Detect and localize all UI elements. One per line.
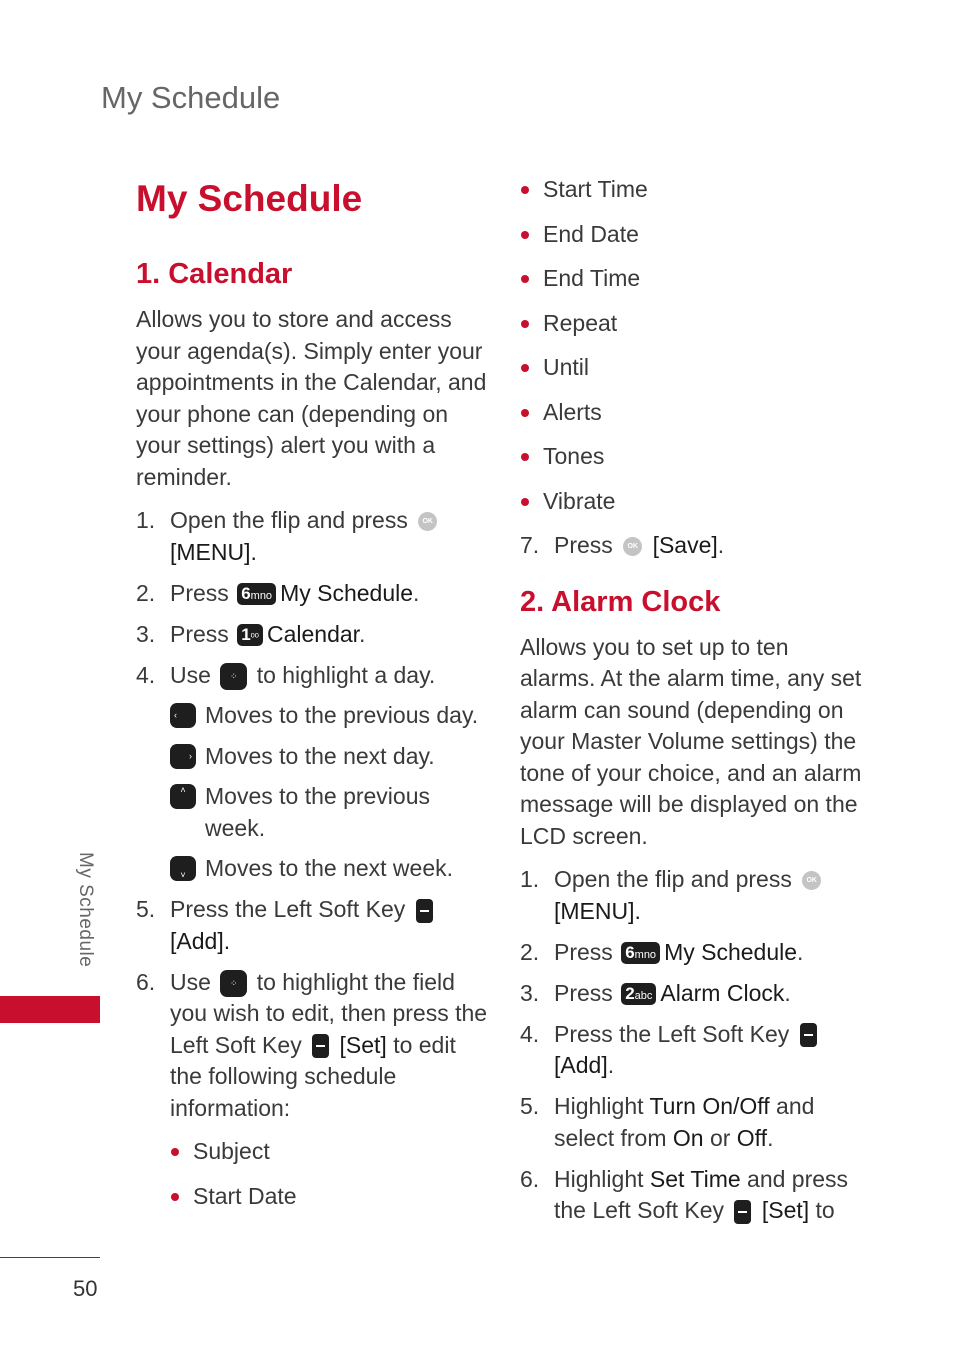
calendar-step-4: 4. Use ⁘ to highlight a day. ‹ Moves to the previous day. › Moves to the next day. ˄ Moves to the previous week. ˅ Moves to the next week. — [136, 660, 491, 885]
calendar-step-6: 6. Use ⁘ to highlight the field you wish to edit, then press the Left Soft Key [Set] to edit the following schedule information: Subject Start Date — [136, 967, 491, 1213]
ok-key-icon: OK — [418, 512, 437, 531]
calendar-intro: Allows you to store and access your agenda(s). Simply enter your appointments in the Calendar, and your phone can (depending on your settings) alert you with a reminder. — [136, 306, 487, 490]
calendar-heading: 1. Calendar — [136, 258, 293, 290]
page-title: My Schedule — [136, 178, 363, 219]
alarm-step-6: 6. Highlight Set Time and press the Left Soft Key [Set] to — [520, 1165, 849, 1223]
nav-move-down: ˅ Moves to the next week. — [170, 853, 491, 885]
left-soft-key-icon — [312, 1034, 329, 1058]
list-item: End Date — [520, 219, 870, 251]
list-item: Tones — [520, 441, 870, 473]
left-soft-key-icon — [416, 899, 433, 923]
list-item: End Time — [520, 263, 870, 295]
left-soft-key-icon — [734, 1200, 751, 1224]
alarm-step-5: 5. Highlight Turn On/Off and select from On or Off. — [520, 1093, 815, 1151]
nav-move-left: ‹ Moves to the previous day. — [170, 700, 491, 732]
right-column — [520, 174, 870, 1236]
side-tab-marker — [0, 996, 100, 1023]
list-item: Alerts — [520, 397, 870, 429]
side-tab-label: My Schedule — [75, 852, 96, 968]
navigation-key-icon: ⁘ — [220, 663, 247, 690]
down-nav-icon: ˅ — [170, 856, 196, 881]
footer-rule — [0, 1257, 100, 1258]
list-item: Start Time — [520, 174, 870, 206]
ok-key-icon: OK — [623, 537, 642, 556]
calendar-steps — [136, 505, 491, 1212]
key-2-icon: 2abc — [621, 983, 656, 1005]
nav-move-up: ˄ Moves to the previous week. — [170, 781, 491, 844]
navigation-key-icon: ⁘ — [220, 970, 247, 997]
page-number: 50 — [73, 1276, 98, 1301]
list-item: Vibrate — [520, 486, 870, 518]
calendar-step-2: 2. Press 6mno My Schedule. — [136, 579, 420, 606]
left-column — [136, 176, 491, 1225]
ok-key-icon: OK — [802, 871, 821, 890]
alarm-clock-intro: Allows you to set up to ten alarms. At the alarm time, any set alarm can sound (depending on your Master Volume settings) the tone of your choice, and an alarm message will be displayed on the LCD screen. — [520, 633, 862, 849]
left-nav-icon: ‹ — [170, 703, 196, 728]
list-item: Subject — [170, 1136, 491, 1168]
running-header: My Schedule — [101, 80, 281, 115]
right-nav-icon: › — [170, 744, 196, 769]
schedule-fields-list-continued — [520, 174, 870, 517]
alarm-steps — [520, 864, 870, 1227]
key-1-icon: 1ᵒᵒ — [237, 624, 263, 646]
alarm-step-3: 3. Press 2abc Alarm Clock. — [520, 979, 791, 1006]
key-6-icon: 6mno — [621, 942, 660, 964]
schedule-fields-list — [170, 1136, 491, 1212]
alarm-step-4: 4. Press the Left Soft Key [Add]. — [520, 1019, 870, 1082]
left-soft-key-icon — [800, 1023, 817, 1047]
alarm-clock-heading: 2. Alarm Clock — [520, 585, 721, 618]
list-item: Until — [520, 352, 870, 384]
nav-move-right: › Moves to the next day. — [170, 741, 491, 773]
key-6-icon: 6mno — [237, 583, 276, 605]
calendar-step-5: 5. Press the Left Soft Key [Add]. — [136, 894, 491, 957]
up-nav-icon: ˄ — [170, 784, 196, 809]
calendar-step-1: 1. Open the flip and press OK [MENU]. — [136, 505, 491, 568]
list-item: Repeat — [520, 308, 870, 340]
calendar-steps-continued — [520, 530, 870, 562]
calendar-step-3: 3. Press 1ᵒᵒ Calendar. — [136, 620, 366, 647]
list-item: Start Date — [170, 1181, 491, 1213]
calendar-step-7: 7. Press OK [Save]. — [520, 532, 725, 558]
alarm-step-1: 1. Open the flip and press OK [MENU]. — [520, 864, 870, 927]
alarm-step-2: 2. Press 6mno My Schedule. — [520, 938, 804, 965]
